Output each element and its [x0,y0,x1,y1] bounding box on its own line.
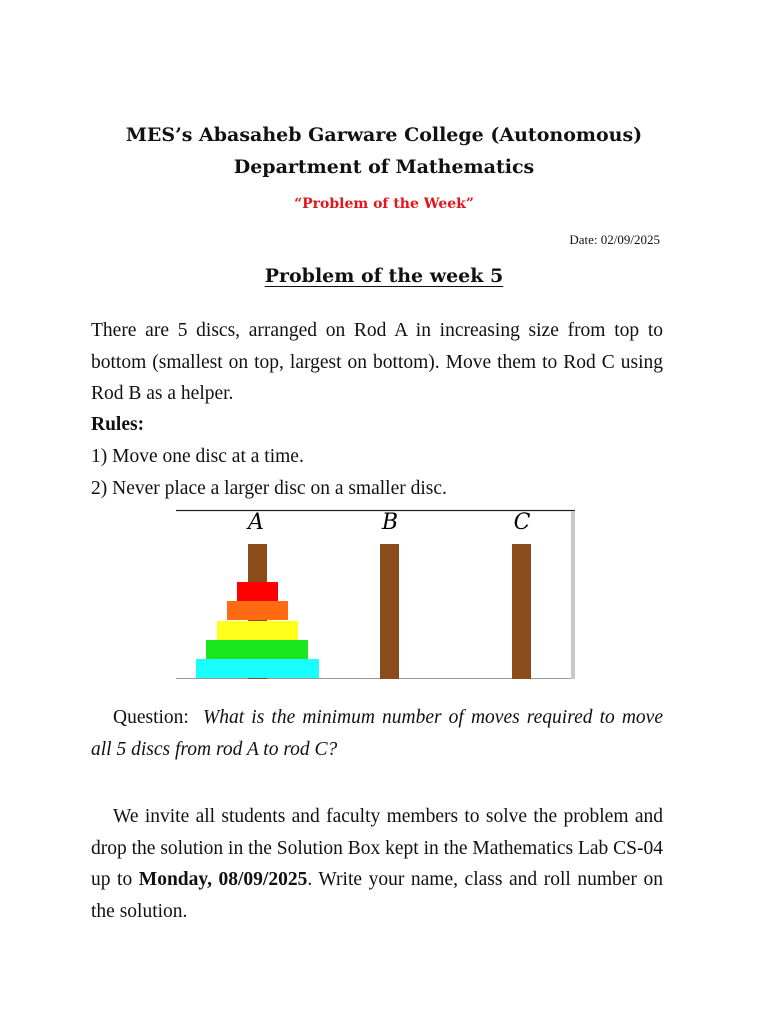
rule-1: 1) Move one disc at a time. [91,446,304,467]
problem-heading-text: Problem of the week 5 [264,265,504,287]
rod-b [380,544,399,679]
series-title: “Problem of the Week” [294,196,474,212]
rod-label-b: B [381,510,399,535]
disc-2 [227,601,288,620]
rod-c [512,544,531,679]
college-name: MES’s Abasaheb Garware College (Autonomous) [125,124,643,146]
question-text: What is the minimum number of moves required to move all 5 discs from rod A to rod C? [91,707,663,760]
right-edge [571,511,575,679]
department-name: Department of Mathematics [233,156,535,178]
rules-title: Rules: [91,414,145,435]
disc-3 [217,621,298,640]
problem-intro: There are 5 discs, arranged on Rod A in increasing size from top to bottom (smallest on top, largest on bottom). Move them to Rod C using Rod B as a helper. [91,320,663,404]
rod-label-c: C [513,510,531,535]
disc-1 [237,582,278,601]
deadline: Monday, 08/09/2025 [138,869,308,890]
tower-of-hanoi-diagram [174,507,579,685]
disc-5 [196,659,319,678]
question [91,702,663,765]
invite-text-after: . Write your name, class and roll number on the solution. [91,869,664,922]
problem-heading [0,265,768,287]
question-label: Question: [113,707,189,728]
rule-2: 2) Never place a larger disc on a smaller disc. [91,478,447,499]
date-line: Date: 02/09/2025 [569,232,660,247]
disc-4 [206,640,308,659]
invitation [91,801,663,927]
rod-label-a: A [248,510,264,535]
invite-text-before: We invite all students and faculty members to solve the problem and drop the solution in the Solution Box kept in the Mathematics Lab CS-04 up to [91,806,663,890]
